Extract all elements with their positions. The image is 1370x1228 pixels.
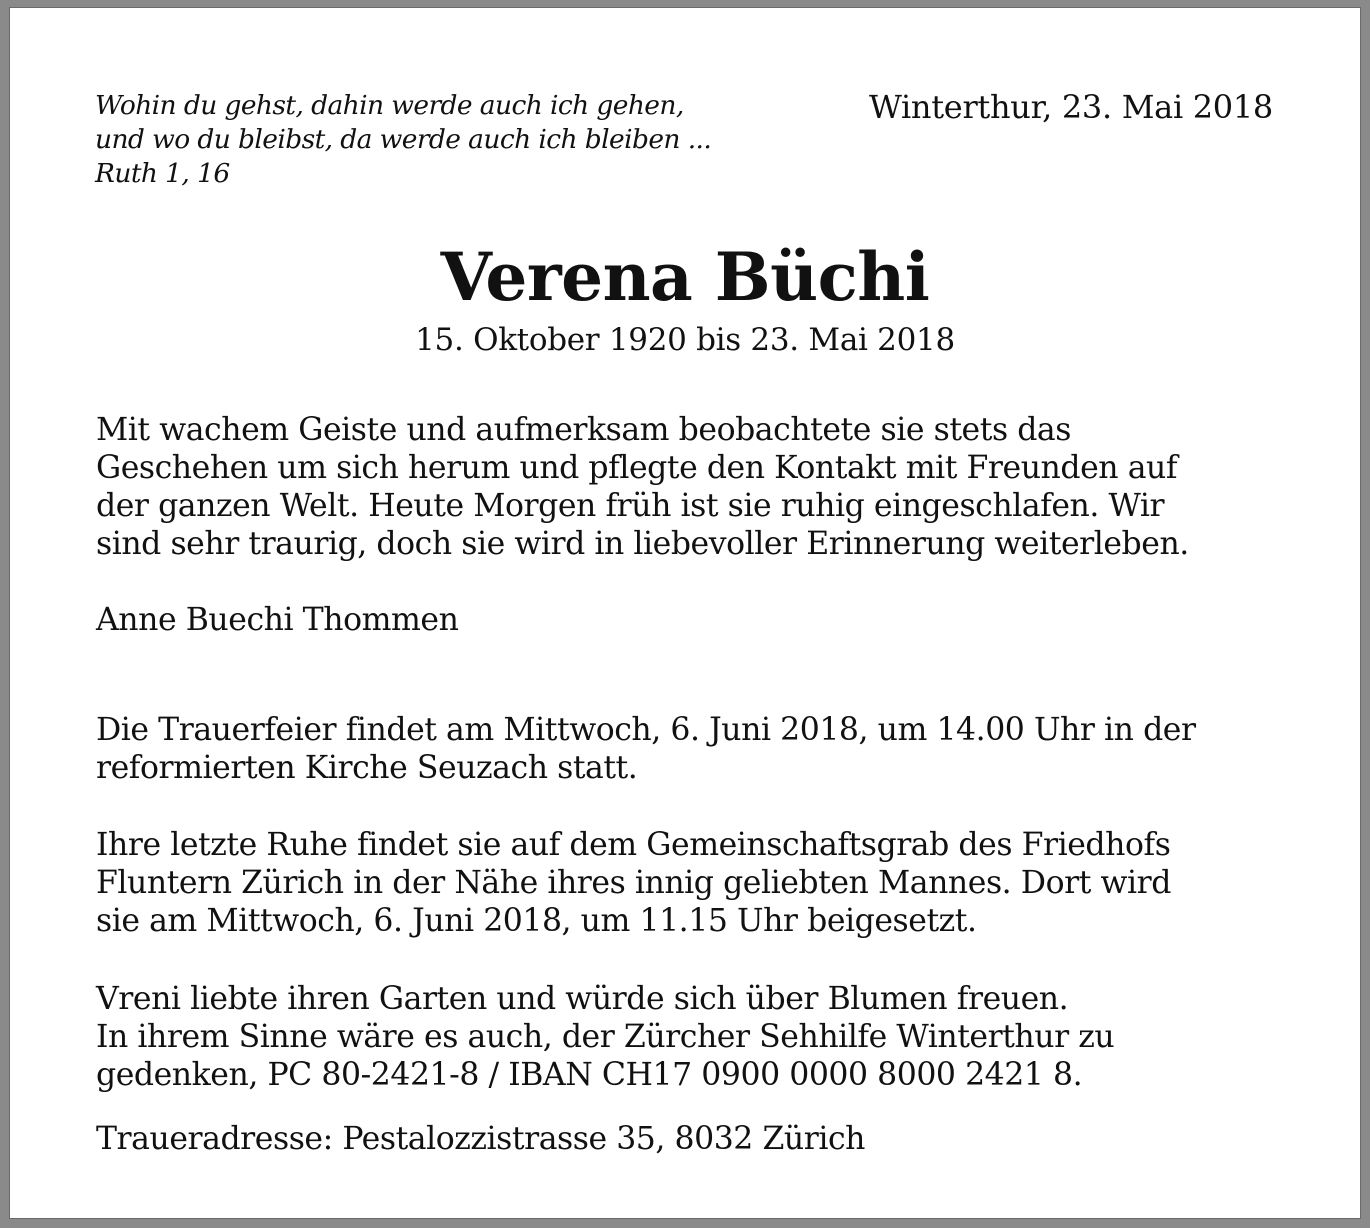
signatory-name: Anne Buechi Thommen	[96, 602, 459, 638]
donation-paragraph	[96, 980, 1306, 1094]
paragraph-line: der ganzen Welt. Heute Morgen früh ist sie ruhig eingeschlafen. Wir	[96, 488, 1165, 524]
address-line: Traueradresse: Pestalozzistrasse 35, 8032 Zürich	[96, 1121, 865, 1157]
place-and-date: Winterthur, 23. Mai 2018	[868, 88, 1273, 126]
verse-line: Wohin du gehst, dahin werde auch ich gehen,	[95, 90, 684, 121]
signatory	[96, 601, 1306, 639]
paragraph-line: Vreni liebte ihren Garten und würde sich über Blumen freuen.	[96, 981, 1069, 1017]
bible-verse	[95, 89, 711, 191]
lifespan-dates: 15. Oktober 1920 bis 23. Mai 2018	[415, 322, 955, 358]
funeral-paragraph	[96, 711, 1306, 787]
deceased-name: Verena Büchi	[440, 238, 930, 316]
mourning-address	[96, 1120, 1306, 1158]
obituary-card	[9, 7, 1361, 1219]
paragraph-line: sie am Mittwoch, 6. Juni 2018, um 11.15 Uhr beigesetzt.	[96, 903, 977, 939]
paragraph-line: reformierten Kirche Seuzach statt.	[96, 750, 638, 786]
verse-reference: Ruth 1, 16	[95, 158, 230, 189]
paragraph-line: sind sehr traurig, doch sie wird in liebevoller Erinnerung weiterleben.	[96, 526, 1189, 562]
paragraph-line: Ihre letzte Ruhe findet sie auf dem Gemeinschaftsgrab des Friedhofs	[96, 827, 1171, 863]
paragraph-line: Geschehen um sich herum und pflegte den Kontakt mit Freunden auf	[96, 450, 1178, 486]
paragraph-line: In ihrem Sinne wäre es auch, der Zürcher Sehhilfe Winterthur zu	[96, 1019, 1115, 1055]
paragraph-line: Die Trauerfeier findet am Mittwoch, 6. Juni 2018, um 14.00 Uhr in der	[96, 712, 1196, 748]
paragraph-line: Fluntern Zürich in der Nähe ihres innig geliebten Mannes. Dort wird	[96, 865, 1171, 901]
paragraph-line: gedenken, PC 80-2421-8 / IBAN CH17 0900 0000 8000 2421 8.	[96, 1057, 1083, 1093]
tribute-paragraph	[96, 411, 1306, 563]
verse-line: und wo du bleibst, da werde auch ich bleiben ...	[95, 124, 712, 155]
burial-paragraph	[96, 826, 1306, 940]
paragraph-line: Mit wachem Geiste und aufmerksam beobachtete sie stets das	[96, 412, 1071, 448]
